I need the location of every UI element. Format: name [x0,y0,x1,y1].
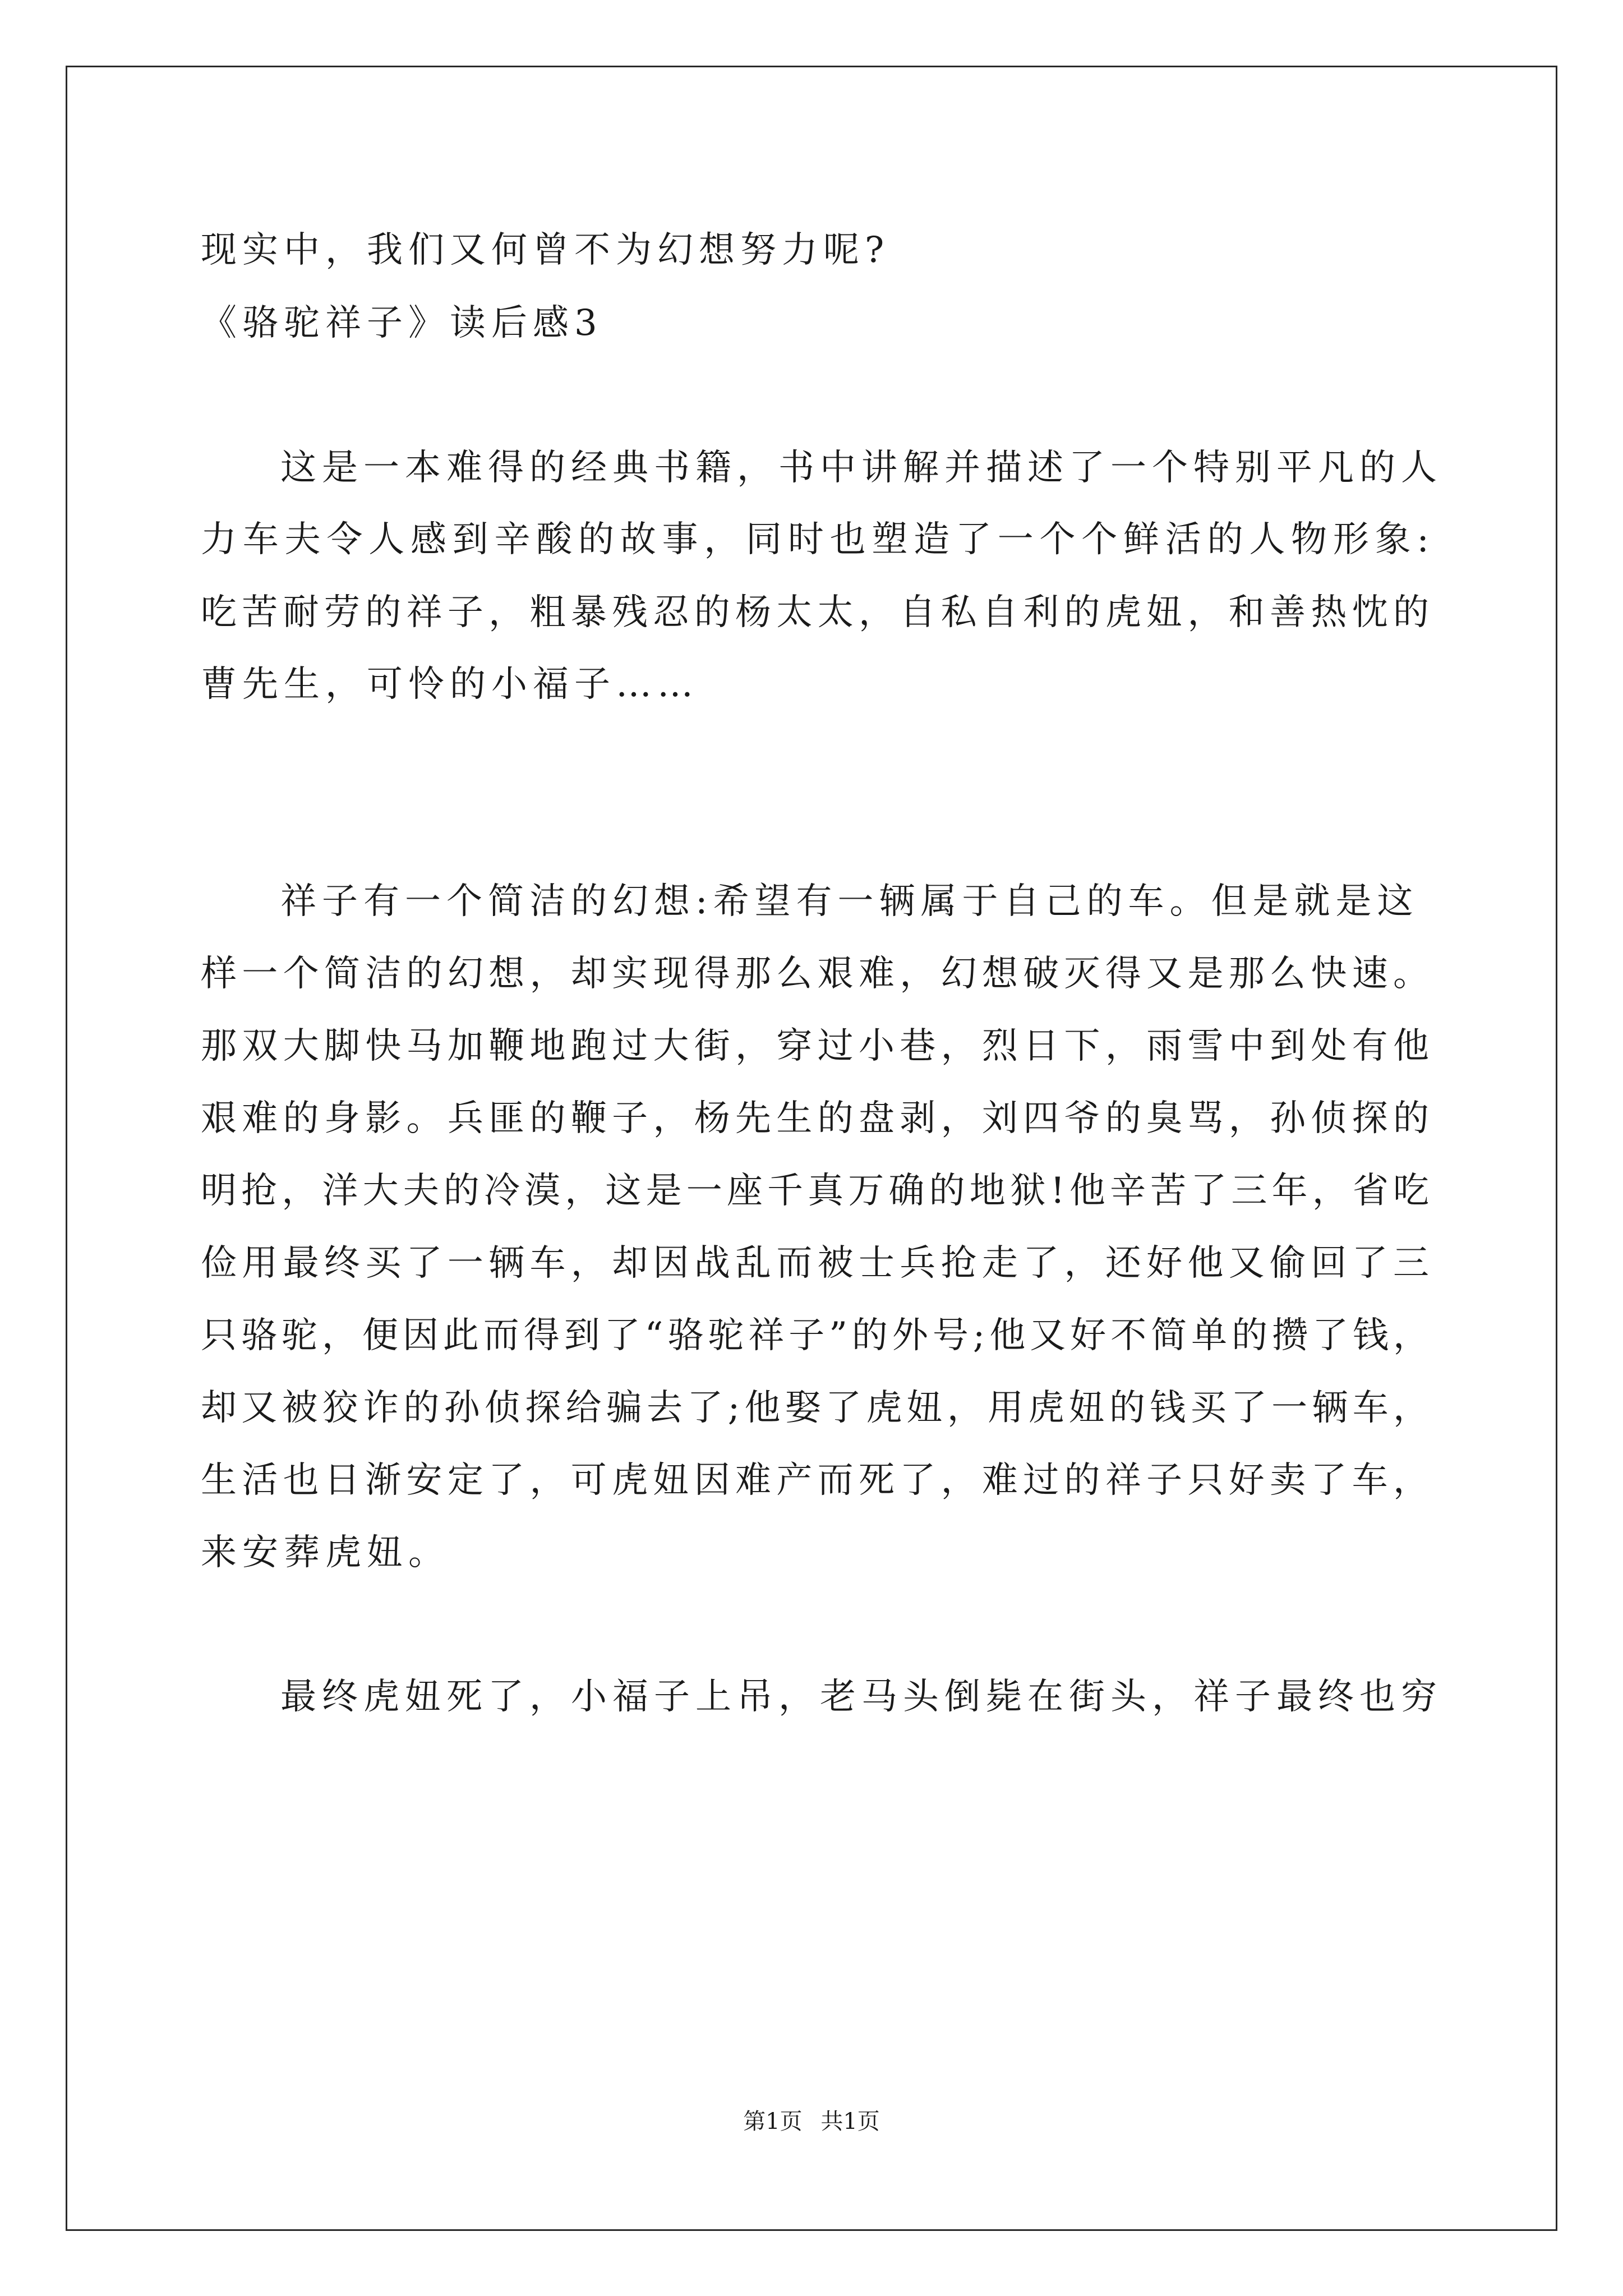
section-title: 《骆驼祥子》读后感3 [201,302,603,344]
paragraph-2-line-10: 来安葬虎妞。 [201,1532,450,1573]
paragraph-2-line-9: 生活也日渐安定了，可虎妞因难产而死了，难过的祥子只好卖了车， [201,1460,1429,1501]
paragraph-3-line-1: 最终虎妞死了，小福子上吊，老马头倒毙在街头，祥子最终也穷 [280,1676,1442,1718]
paragraph-2-line-4: 艰难的身影。兵匪的鞭子，杨先生的盘剥，刘四爷的臭骂，孙侦探的 [201,1098,1429,1139]
page-total: 共1页 [820,2109,880,2134]
paragraph-2-line-2: 样一个简洁的幻想，却实现得那么艰难，幻想破灭得又是那么快速。 [201,953,1429,995]
paragraph-2-line-6: 俭用最终买了一辆车，却因战乱而被士兵抢走了，还好他又偷回了三 [201,1243,1429,1284]
paragraph-2-line-5: 明抢，洋大夫的冷漠，这是一座千真万确的地狱!他辛苦了三年，省吃 [201,1170,1429,1212]
paragraph-1-line-2: 力车夫令人感到辛酸的故事，同时也塑造了一个个鲜活的人物形象: [201,519,1429,560]
page-border [66,66,1557,2231]
paragraph-1-line-4: 曹先生，可怜的小福子…… [201,664,699,705]
paragraph-1-line-3: 吃苦耐劳的祥子，粗暴残忍的杨太太，自私自利的虎妞，和善热忱的 [201,592,1429,633]
paragraph-2-line-1: 祥子有一个简洁的幻想:希望有一辆属于自己的车。但是就是这 [280,881,1419,922]
paragraph-1-line-1: 这是一本难得的经典书籍，书中讲解并描述了一个特别平凡的人 [280,447,1442,489]
paragraph-2-line-3: 那双大脚快马加鞭地跑过大街，穿过小巷，烈日下，雨雪中到处有他 [201,1025,1429,1067]
paragraph-2-line-8: 却又被狡诈的孙侦探给骗去了;他娶了虎妞，用虎妞的钱买了一辆车， [201,1387,1429,1429]
page-number: 第1页 [743,2109,803,2134]
paragraph-2-line-7: 只骆驼，便因此而得到了“骆驼祥子”的外号;他又好不简单的攒了钱， [201,1315,1429,1356]
page-footer [0,2105,1623,2138]
text-line: 现实中，我们又何曾不为幻想努力呢? [201,229,890,271]
